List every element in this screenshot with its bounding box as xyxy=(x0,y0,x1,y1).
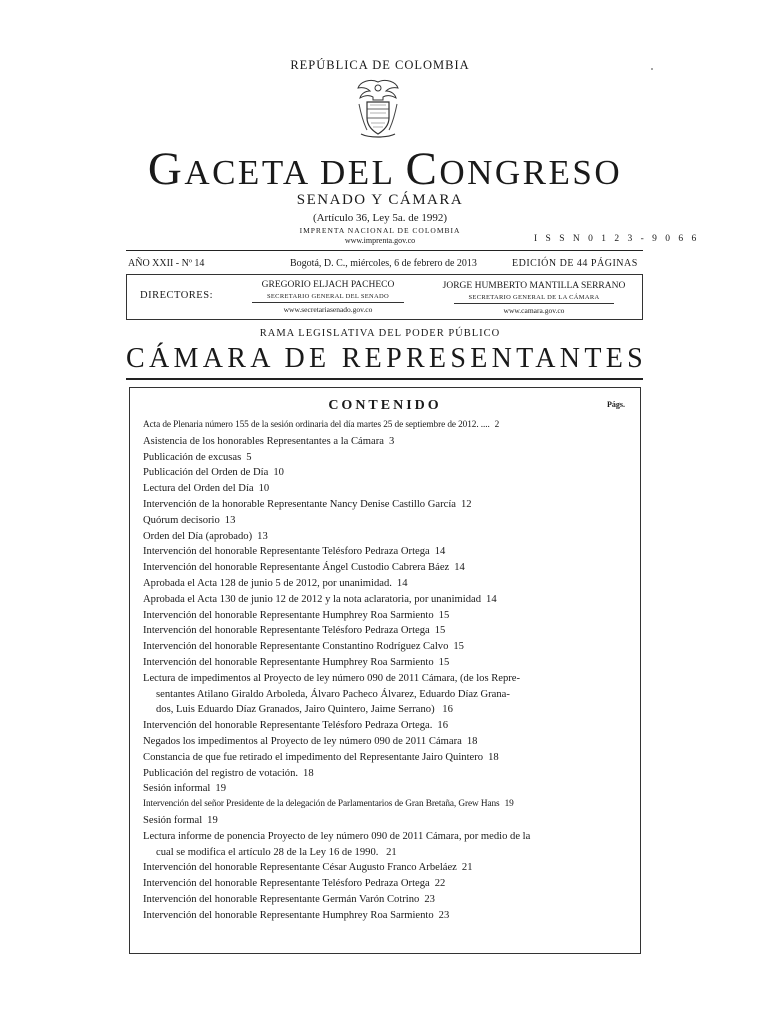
director-right-title: SECRETARIO GENERAL DE LA CÁMARA xyxy=(468,294,600,301)
toc-entry-text: Intervención del honorable Representante Humphrey Roa Sarmiento xyxy=(143,909,434,921)
director-left xyxy=(248,280,408,314)
divider xyxy=(126,378,643,380)
toc-entry-text: Intervención del honorable Representante Humphrey Roa Sarmiento xyxy=(143,656,434,668)
toc-entry-text: Aprobada el Acta 130 de junio 12 de 2012 y la nota aclaratoria, por unanimidad xyxy=(143,593,482,605)
toc-entry xyxy=(143,560,625,576)
pages-label: Págs. xyxy=(607,400,625,409)
toc-entry-text: Intervención del honorable Representante Germán Varón Cotrino xyxy=(143,893,420,905)
toc-entry xyxy=(143,908,625,924)
toc-entry-text: Intervención del señor Presidente de la delegación de Parlamentarios de Gran Bretaña, Grew Hans xyxy=(143,799,500,810)
toc-entry-page: 23 xyxy=(421,894,435,905)
toc-entry xyxy=(143,592,625,608)
toc-entry-page: 18 xyxy=(485,752,499,763)
divider xyxy=(126,250,643,251)
printer-url: www.imprenta.gov.co xyxy=(344,236,416,245)
toc-entry-page: 14 xyxy=(394,578,408,589)
toc-entry-page: 23 xyxy=(436,910,450,921)
toc-entry-page: 22 xyxy=(432,878,446,889)
issue-number: AÑO XXII - Nº 14 xyxy=(128,258,205,269)
toc-entry-page: 21 xyxy=(459,862,473,873)
branch-heading: RAMA LEGISLATIVA DEL PODER PÚBLICO xyxy=(259,328,501,339)
toc-entry-page: 15 xyxy=(450,641,464,652)
toc-entry xyxy=(143,450,625,466)
chamber-title: CÁMARA DE REPRESENTANTES xyxy=(126,343,647,374)
speck xyxy=(651,68,653,70)
toc-entry-page: 15 xyxy=(436,610,450,621)
table-of-contents xyxy=(143,418,625,924)
toc-entry xyxy=(143,497,625,513)
toc-entry-text: Intervención de la honorable Representante Nancy Denise Castillo García xyxy=(143,498,456,510)
toc-entry xyxy=(143,465,625,481)
toc-entry-text: Acta de Plenaria número 155 de la sesión ordinaria del día martes 25 de septiembre de 2012. .... xyxy=(143,420,490,430)
toc-entry xyxy=(143,829,625,861)
toc-entry-page: 16 xyxy=(434,720,448,731)
issn: I S S N 0 1 2 3 - 9 0 6 6 xyxy=(534,234,700,244)
edition-pages: EDICIÓN DE 44 PÁGINAS xyxy=(512,258,638,269)
toc-entry xyxy=(143,529,625,545)
toc-entry-text: Lectura de impedimentos al Proyecto de ley número 090 de 2011 Cámara, (de los Repre- xyxy=(143,672,521,684)
toc-entry-page: 19 xyxy=(204,815,218,826)
toc-entry-text: Publicación del Orden de Día xyxy=(143,467,269,479)
toc-entry-text: Intervención del honorable Representante Constantino Rodríguez Calvo xyxy=(143,641,449,653)
toc-entry-page: 14 xyxy=(432,546,446,557)
director-right-name: JORGE HUMBERTO MANTILLA SERRANO xyxy=(442,281,626,291)
toc-entry-text: Orden del Día (aprobado) xyxy=(143,530,253,542)
toc-entry-page: 15 xyxy=(432,625,446,636)
toc-entry-text: Negados los impedimentos al Proyecto de ley número 090 de 2011 Cámara xyxy=(143,735,462,747)
toc-entry-text: sentantes Atilano Giraldo Arboleda, Álvaro Pacheco Álvarez, Eduardo Díaz Grana- xyxy=(156,688,510,700)
toc-entry-line xyxy=(143,702,625,718)
toc-entry xyxy=(143,750,625,766)
toc-entry-text: Intervención del honorable Representante Humphrey Roa Sarmiento xyxy=(143,609,434,621)
toc-entry-page: 2 xyxy=(492,420,500,430)
toc-entry-page: 10 xyxy=(270,467,284,478)
toc-entry xyxy=(143,655,625,671)
toc-entry xyxy=(143,639,625,655)
toc-entry-page: 19 xyxy=(502,799,514,809)
toc-entry-text: Intervención del honorable Representante Telésforo Pedraza Ortega. xyxy=(143,720,433,732)
director-left-title: SECRETARIO GENERAL DEL SENADO xyxy=(267,293,389,300)
toc-entry-text: Sesión formal xyxy=(143,814,203,826)
toc-entry-text: Intervención del honorable Representante Ángel Custodio Cabrera Báez xyxy=(143,562,450,574)
directors-label: DIRECTORES: xyxy=(140,290,213,301)
toc-entry-page: 5 xyxy=(243,452,251,463)
contents-heading: CONTENIDO xyxy=(328,398,442,413)
toc-entry-text: Intervención del honorable Representante Telésforo Pedraza Ortega xyxy=(143,625,430,637)
toc-entry-page: 10 xyxy=(256,483,270,494)
toc-entry xyxy=(143,623,625,639)
divider xyxy=(252,302,404,303)
toc-entry-page: 3 xyxy=(386,436,394,447)
toc-entry-text: cual se modifica el artículo 28 de la Ley 16 de 1990. xyxy=(156,846,379,858)
toc-entry xyxy=(143,781,625,797)
toc-entry xyxy=(143,513,625,529)
toc-entry xyxy=(143,876,625,892)
toc-entry-text: Asistencia de los honorables Representantes a la Cámara xyxy=(143,435,384,447)
publication-title: GACETA DEL CONGRESO xyxy=(147,143,623,195)
toc-entry-text: Sesión informal xyxy=(143,783,211,795)
toc-entry xyxy=(143,418,625,434)
toc-entry-page: 13 xyxy=(254,531,268,542)
toc-entry xyxy=(143,718,625,734)
toc-entry-page: 15 xyxy=(436,657,450,668)
publication-subtitle: SENADO Y CÁMARA xyxy=(296,192,464,208)
printer-name: IMPRENTA NACIONAL DE COLOMBIA xyxy=(299,226,461,235)
toc-entry-text: Lectura informe de ponencia Proyecto de ley número 090 de 2011 Cámara, por medio de la xyxy=(143,830,531,842)
director-right xyxy=(438,281,630,315)
toc-entry xyxy=(143,671,625,718)
toc-entry-page: 16 xyxy=(439,704,453,715)
toc-entry xyxy=(143,576,625,592)
toc-entry-page: 14 xyxy=(483,594,497,605)
toc-entry xyxy=(143,860,625,876)
toc-entry xyxy=(143,544,625,560)
toc-entry-text: Constancia de que fue retirado el impedimento del Representante Jairo Quintero xyxy=(143,751,484,763)
toc-entry-line xyxy=(143,845,625,861)
toc-entry-page: 12 xyxy=(458,499,472,510)
toc-entry xyxy=(143,766,625,782)
toc-entry-page: 13 xyxy=(222,515,236,526)
toc-entry-text: Intervención del honorable Representante Telésforo Pedraza Ortega xyxy=(143,878,430,890)
country-heading: REPÚBLICA DE COLOMBIA xyxy=(290,58,470,72)
toc-entry-text: Intervención del honorable Representante Telésforo Pedraza Ortega xyxy=(143,546,430,558)
issue-date: Bogotá, D. C., miércoles, 6 de febrero de 2013 xyxy=(290,258,477,269)
toc-entry xyxy=(143,892,625,908)
divider xyxy=(454,303,614,304)
toc-entry-page: 14 xyxy=(451,562,465,573)
toc-entry-text: Publicación de excusas xyxy=(143,451,242,463)
director-left-name: GREGORIO ELJACH PACHECO xyxy=(261,280,395,290)
legal-reference: (Artículo 36, Ley 5a. de 1992) xyxy=(312,212,448,224)
toc-entry xyxy=(143,813,625,829)
toc-entry-text: Publicación del registro de votación. xyxy=(143,767,299,779)
director-right-url: www.camara.gov.co xyxy=(503,306,565,315)
toc-entry-text: Quórum decisorio xyxy=(143,514,220,526)
toc-entry xyxy=(143,434,625,450)
toc-entry-text: Lectura del Orden del Día xyxy=(143,483,254,495)
director-left-url: www.secretariasenado.gov.co xyxy=(283,305,373,314)
toc-entry-text: Intervención del honorable Representante César Augusto Franco Arbeláez xyxy=(143,862,457,874)
toc-entry-text: dos, Luis Eduardo Díaz Granados, Jairo Quintero, Jaime Serrano) xyxy=(156,704,435,716)
toc-entry-page: 18 xyxy=(300,768,314,779)
toc-entry xyxy=(143,481,625,497)
coat-of-arms-icon xyxy=(355,78,401,140)
toc-entry-page: 18 xyxy=(464,736,478,747)
toc-entry-page: 19 xyxy=(212,783,226,794)
toc-entry xyxy=(143,608,625,624)
toc-entry xyxy=(143,734,625,750)
toc-entry-page: 21 xyxy=(383,847,397,858)
toc-entry-text: Aprobada el Acta 128 de junio 5 de 2012, por unanimidad. xyxy=(143,577,392,589)
toc-entry xyxy=(143,797,625,813)
